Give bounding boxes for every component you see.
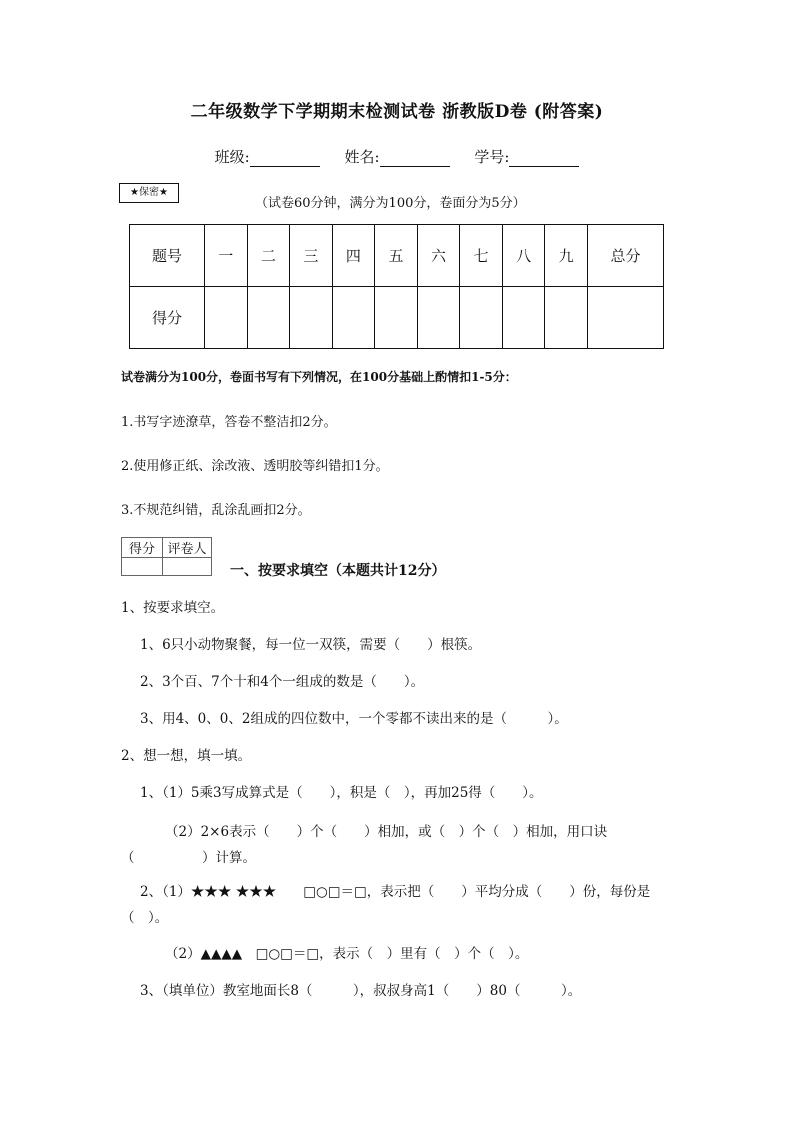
column-header: 六 (417, 225, 460, 287)
score-cell[interactable] (375, 287, 418, 349)
exam-note: （试卷60分钟，满分为100分，卷面分为5分） (255, 196, 526, 211)
rule-item: 1.书写字迹潦草，答卷不整洁扣2分。 (121, 415, 337, 430)
score-row-header: 得分 (130, 287, 205, 349)
score-cell[interactable] (460, 287, 503, 349)
name-field (344, 146, 449, 167)
student-info-line (0, 146, 794, 167)
total-score-cell[interactable] (588, 287, 664, 349)
grader-name-label: 评卷人 (163, 538, 212, 558)
score-cell[interactable] (417, 287, 460, 349)
grader-name-cell[interactable] (163, 558, 212, 576)
question-item: 3、（填单位）教室地面长8（ ），叔叔身高1（ ）80（ ）。 (140, 983, 582, 999)
class-field (215, 146, 320, 167)
question-number-header: 题号 (130, 225, 205, 287)
question-item: 3、用4、0、0、2组成的四位数中，一个零都不读出来的是（ ）。 (140, 711, 568, 727)
name-blank[interactable] (380, 152, 450, 167)
rules-heading: 试卷满分为100分，卷面书写有下列情况，在100分基础上酌情扣1-5分： (121, 370, 517, 384)
score-cell[interactable] (332, 287, 375, 349)
column-header: 九 (545, 225, 588, 287)
student-id-label: 学号: (474, 148, 510, 166)
total-header: 总分 (588, 225, 664, 287)
score-table-score-row (130, 287, 664, 349)
question-item: 1、（1）5乘3写成算式是（ ），积是（ ），再加25得（ ）。 (140, 785, 543, 801)
question-label: 2、想一想，填一填。 (121, 748, 252, 764)
score-cell[interactable] (290, 287, 333, 349)
score-table (129, 224, 664, 349)
question-label: 1、按要求填空。 (121, 600, 225, 616)
student-id-blank[interactable] (509, 152, 579, 167)
secret-badge: ★保密★ (119, 183, 179, 203)
column-header: 四 (332, 225, 375, 287)
column-header: 五 (375, 225, 418, 287)
column-header: 三 (290, 225, 333, 287)
question-item: （2）▲▲▲▲ □○□＝□，表示（ ）里有（ ）个（ ）。 (165, 946, 529, 962)
page-title: 二年级数学下学期期末检测试卷 浙教版D卷 (附答案) (190, 102, 604, 122)
rule-item: 3.不规范纠错，乱涂乱画扣2分。 (121, 503, 311, 518)
column-header: 七 (460, 225, 503, 287)
score-cell[interactable] (502, 287, 545, 349)
score-table-header-row (130, 225, 664, 287)
student-id-field (474, 146, 579, 167)
grader-score-cell[interactable] (122, 558, 163, 576)
score-cell[interactable] (247, 287, 290, 349)
column-header: 八 (502, 225, 545, 287)
name-label: 姓名: (344, 148, 380, 166)
section-title: 一、按要求填空（本题共计12分） (230, 563, 446, 579)
question-item: 2、3个百、7个十和4个一组成的数是（ ）。 (140, 674, 425, 690)
question-item: 2、（1）★★★ ★★★ □○□＝□，表示把（ ）平均分成（ ）份，每份是（ ）。 (121, 884, 651, 926)
class-label: 班级: (214, 148, 250, 166)
column-header: 二 (247, 225, 290, 287)
grader-table (121, 537, 212, 576)
score-cell[interactable] (205, 287, 248, 349)
rule-item: 2.使用修正纸、涂改液、透明胶等纠错扣1分。 (121, 459, 389, 474)
grader-score-label: 得分 (122, 538, 163, 558)
class-blank[interactable] (250, 152, 320, 167)
question-item: （2）2×6表示（ ）个（ ）相加，或（ ）个（ ）相加，用口诀（ ）计算。 (121, 824, 608, 866)
score-cell[interactable] (545, 287, 588, 349)
column-header: 一 (205, 225, 248, 287)
question-item: 1、6只小动物聚餐，每一位一双筷，需要（ ）根筷。 (140, 637, 482, 653)
